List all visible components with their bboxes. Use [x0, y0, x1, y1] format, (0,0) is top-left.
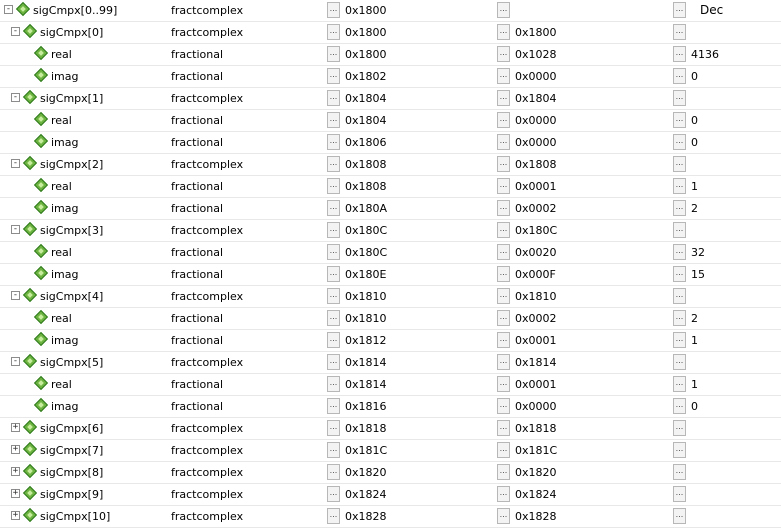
collapse-icon[interactable]: - [12, 158, 19, 168]
variable-type: fractcomplex [171, 488, 244, 501]
variable-address[interactable]: 0x1824 [345, 488, 387, 501]
watch-row[interactable] [0, 154, 781, 176]
variable-address[interactable]: 0x1804 [345, 114, 387, 127]
variable-address[interactable]: 0x180C [345, 224, 388, 237]
watch-row[interactable] [0, 88, 781, 110]
value-ellipsis-button[interactable]: ... [497, 398, 510, 414]
address-ellipsis-button[interactable]: ... [327, 508, 340, 524]
variable-type: fractcomplex [171, 290, 244, 303]
variable-address[interactable]: 0x1804 [345, 92, 387, 105]
watch-row[interactable] [0, 198, 781, 220]
variable-diamond-icon [23, 442, 37, 456]
variable-name: sigCmpx[6] [40, 422, 104, 435]
variable-decimal-value[interactable]: 4136 [691, 48, 719, 61]
variable-diamond-icon [23, 508, 37, 522]
variable-decimal-value[interactable]: 15 [691, 268, 705, 281]
format-ellipsis-button[interactable]: ... [673, 222, 686, 238]
variable-address[interactable]: 0x1828 [345, 510, 387, 523]
variable-name: real [51, 246, 72, 259]
variable-address[interactable]: 0x1814 [345, 356, 387, 369]
watch-row[interactable] [0, 22, 781, 44]
display-format-label[interactable]: Dec [700, 3, 724, 17]
address-ellipsis-button[interactable]: ... [327, 376, 340, 392]
variable-name: sigCmpx[2] [40, 158, 104, 171]
format-ellipsis-button[interactable]: ... [673, 310, 686, 326]
value-ellipsis-button[interactable]: ... [497, 486, 510, 502]
variable-decimal-value[interactable]: 0 [691, 114, 698, 127]
variable-name: sigCmpx[4] [40, 290, 104, 303]
variable-hex-value[interactable]: 0x000F [515, 268, 556, 281]
variable-hex-value[interactable]: 0x0000 [515, 136, 557, 149]
variable-type: fractcomplex [171, 158, 244, 171]
watch-row[interactable] [0, 374, 781, 396]
variable-address[interactable]: 0x1800 [345, 4, 387, 17]
variable-type: fractional [171, 334, 224, 347]
variable-address[interactable]: 0x1800 [345, 26, 387, 39]
variable-name-cell[interactable] [0, 88, 165, 109]
variable-hex-value[interactable]: 0x181C [515, 444, 558, 457]
value-ellipsis-button[interactable]: ... [497, 354, 510, 370]
variable-name-cell[interactable] [0, 374, 165, 395]
variable-decimal-value[interactable]: 0 [691, 70, 698, 83]
variable-name: real [51, 180, 72, 193]
variable-name-cell[interactable] [0, 330, 165, 351]
collapse-icon[interactable]: - [5, 4, 12, 14]
variable-hex-value[interactable]: 0x0001 [515, 180, 557, 193]
variable-address[interactable]: 0x1812 [345, 334, 387, 347]
variable-type: fractional [171, 48, 224, 61]
address-ellipsis-button[interactable]: ... [327, 134, 340, 150]
variable-name-cell[interactable] [0, 44, 165, 65]
format-ellipsis-button[interactable]: ... [673, 134, 686, 150]
value-ellipsis-button[interactable]: ... [497, 420, 510, 436]
variable-address[interactable]: 0x1814 [345, 378, 387, 391]
watch-row[interactable] [0, 176, 781, 198]
address-ellipsis-button[interactable]: ... [327, 310, 340, 326]
variable-name: imag [51, 136, 79, 149]
variable-name: real [51, 114, 72, 127]
watch-row[interactable] [0, 286, 781, 308]
variable-address[interactable]: 0x1800 [345, 48, 387, 61]
variable-decimal-value[interactable] [691, 22, 776, 43]
address-ellipsis-button[interactable]: ... [327, 486, 340, 502]
watch-row[interactable] [0, 110, 781, 132]
address-ellipsis-button[interactable]: ... [327, 46, 340, 62]
variable-type: fractional [171, 246, 224, 259]
variable-decimal-value[interactable]: 1 [691, 180, 698, 193]
variable-name: imag [51, 202, 79, 215]
variable-hex-value[interactable]: 0x0002 [515, 312, 557, 325]
variable-name: sigCmpx[7] [40, 444, 104, 457]
variable-address[interactable]: 0x1808 [345, 158, 387, 171]
variable-name: imag [51, 334, 79, 347]
address-ellipsis-button[interactable]: ... [327, 112, 340, 128]
collapse-icon[interactable]: - [12, 92, 19, 102]
watch-row[interactable] [0, 330, 781, 352]
expand-icon[interactable]: + [12, 510, 19, 520]
address-ellipsis-button[interactable]: ... [327, 222, 340, 238]
variable-type: fractional [171, 180, 224, 193]
format-ellipsis-button[interactable]: ... [673, 112, 686, 128]
variable-hex-value[interactable]: 0x1828 [515, 510, 557, 523]
variable-type: fractional [171, 400, 224, 413]
variable-decimal-value[interactable]: 2 [691, 312, 698, 325]
variable-name: sigCmpx[0] [40, 26, 104, 39]
watch-row[interactable] [0, 396, 781, 418]
value-ellipsis-button[interactable]: ... [497, 156, 510, 172]
variable-name: sigCmpx[0..99] [33, 4, 118, 17]
value-ellipsis-button[interactable]: ... [497, 24, 510, 40]
variable-diamond-icon [34, 134, 48, 148]
variable-name-cell[interactable] [0, 308, 165, 329]
format-ellipsis-button[interactable]: ... [673, 442, 686, 458]
variable-address[interactable]: 0x180A [345, 202, 388, 215]
watch-row[interactable] [0, 44, 781, 66]
variable-name: sigCmpx[10] [40, 510, 111, 523]
variable-diamond-icon [23, 354, 37, 368]
format-ellipsis-button[interactable]: ... [673, 486, 686, 502]
variable-type: fractional [171, 378, 224, 391]
variable-diamond-icon [23, 222, 37, 236]
collapse-icon[interactable]: - [12, 290, 19, 300]
variable-type: fractcomplex [171, 510, 244, 523]
variable-hex-value[interactable]: 0x1818 [515, 422, 557, 435]
variable-address[interactable]: 0x1808 [345, 180, 387, 193]
watch-row[interactable] [0, 308, 781, 330]
value-ellipsis-button[interactable]: ... [497, 134, 510, 150]
format-ellipsis-button[interactable]: ... [673, 508, 686, 524]
variable-name-cell[interactable] [0, 66, 165, 87]
variable-address[interactable]: 0x1818 [345, 422, 387, 435]
variable-name-cell[interactable] [0, 286, 165, 307]
variable-type: fractcomplex [171, 224, 244, 237]
format-ellipsis-button[interactable]: ... [673, 376, 686, 392]
variable-address[interactable]: 0x1820 [345, 466, 387, 479]
variable-address[interactable]: 0x1816 [345, 400, 387, 413]
value-ellipsis-button[interactable]: ... [497, 68, 510, 84]
format-ellipsis-button[interactable]: ... [673, 398, 686, 414]
collapse-icon[interactable]: - [12, 26, 19, 36]
expand-icon[interactable]: + [12, 466, 19, 476]
value-ellipsis-button[interactable]: ... [497, 332, 510, 348]
variable-type: fractcomplex [171, 422, 244, 435]
variable-decimal-value[interactable] [691, 506, 776, 527]
address-ellipsis-button[interactable]: ... [327, 442, 340, 458]
value-ellipsis-button[interactable]: ... [497, 244, 510, 260]
address-ellipsis-button[interactable]: ... [327, 398, 340, 414]
watch-row[interactable] [0, 264, 781, 286]
variable-name-cell[interactable] [0, 506, 165, 527]
variable-type: fractcomplex [171, 4, 244, 17]
variable-name: real [51, 48, 72, 61]
variable-type: fractional [171, 114, 224, 127]
format-ellipsis-button[interactable]: ... [673, 244, 686, 260]
variable-hex-value[interactable]: 0x1810 [515, 290, 557, 303]
address-ellipsis-button[interactable]: ... [327, 332, 340, 348]
variable-name: sigCmpx[5] [40, 356, 104, 369]
variable-type: fractcomplex [171, 444, 244, 457]
variable-hex-value[interactable]: 0x1804 [515, 92, 557, 105]
variable-hex-value[interactable]: 0x180C [515, 224, 558, 237]
variable-name-cell[interactable] [0, 0, 165, 21]
variable-decimal-value[interactable] [691, 88, 776, 109]
variable-hex-value[interactable]: 0x1824 [515, 488, 557, 501]
watch-row[interactable] [0, 0, 781, 22]
address-ellipsis-button[interactable]: ... [327, 178, 340, 194]
watch-row[interactable] [0, 440, 781, 462]
collapse-icon[interactable]: - [12, 356, 19, 366]
collapse-icon[interactable]: - [12, 224, 19, 234]
variable-diamond-icon [23, 464, 37, 478]
variable-diamond-icon [23, 486, 37, 500]
value-ellipsis-button[interactable]: ... [497, 2, 510, 18]
watch-row[interactable] [0, 418, 781, 440]
variable-type: fractional [171, 202, 224, 215]
format-ellipsis-button[interactable]: ... [673, 46, 686, 62]
watch-row[interactable] [0, 66, 781, 88]
variable-diamond-icon [34, 398, 48, 412]
value-ellipsis-button[interactable]: ... [497, 222, 510, 238]
variable-diamond-icon [23, 24, 37, 38]
variable-decimal-value[interactable]: 32 [691, 246, 705, 259]
value-ellipsis-button[interactable]: ... [497, 112, 510, 128]
variable-hex-value[interactable]: 0x1800 [515, 26, 557, 39]
variable-hex-value[interactable]: 0x1820 [515, 466, 557, 479]
format-ellipsis-button[interactable]: ... [673, 90, 686, 106]
address-ellipsis-button[interactable]: ... [327, 156, 340, 172]
watch-row[interactable] [0, 242, 781, 264]
value-ellipsis-button[interactable]: ... [497, 46, 510, 62]
format-ellipsis-button[interactable]: ... [673, 200, 686, 216]
address-ellipsis-button[interactable]: ... [327, 464, 340, 480]
format-ellipsis-button[interactable]: ... [673, 156, 686, 172]
variable-hex-value[interactable]: 0x1028 [515, 48, 557, 61]
expand-icon[interactable]: + [12, 488, 19, 498]
value-ellipsis-button[interactable]: ... [497, 508, 510, 524]
address-ellipsis-button[interactable]: ... [327, 24, 340, 40]
variable-decimal-value[interactable] [691, 462, 776, 483]
variable-type: fractional [171, 70, 224, 83]
variable-name-cell[interactable] [0, 132, 165, 153]
variable-decimal-value[interactable] [691, 418, 776, 439]
watch-row[interactable] [0, 506, 781, 528]
variable-type: fractcomplex [171, 92, 244, 105]
address-ellipsis-button[interactable]: ... [327, 420, 340, 436]
variable-name-cell[interactable] [0, 198, 165, 219]
variable-decimal-value[interactable] [691, 440, 776, 461]
variable-decimal-value[interactable] [691, 484, 776, 505]
format-ellipsis-button[interactable]: ... [673, 24, 686, 40]
variable-diamond-icon [34, 200, 48, 214]
variable-decimal-value[interactable]: 0 [691, 136, 698, 149]
variable-name: real [51, 312, 72, 325]
variable-hex-value[interactable]: 0x0002 [515, 202, 557, 215]
variable-name-cell[interactable] [0, 176, 165, 197]
variable-diamond-icon [34, 266, 48, 280]
variable-name-cell[interactable] [0, 418, 165, 439]
variable-name-cell[interactable] [0, 462, 165, 483]
variable-name: imag [51, 70, 79, 83]
variable-decimal-value[interactable] [691, 352, 776, 373]
variable-name-cell[interactable] [0, 352, 165, 373]
expand-icon[interactable]: + [12, 444, 19, 454]
variable-type: fractional [171, 312, 224, 325]
variable-type: fractcomplex [171, 26, 244, 39]
variable-hex-value[interactable]: 0x0001 [515, 378, 557, 391]
variable-hex-value[interactable]: 0x0000 [515, 400, 557, 413]
format-ellipsis-button[interactable]: ... [673, 68, 686, 84]
value-ellipsis-button[interactable]: ... [497, 464, 510, 480]
format-ellipsis-button[interactable]: ... [673, 2, 686, 18]
variable-hex-value[interactable]: 0x0000 [515, 114, 557, 127]
variable-name-cell[interactable] [0, 396, 165, 417]
value-ellipsis-button[interactable]: ... [497, 90, 510, 106]
format-ellipsis-button[interactable]: ... [673, 332, 686, 348]
variable-name: sigCmpx[1] [40, 92, 104, 105]
variable-decimal-value[interactable] [691, 154, 776, 175]
format-ellipsis-button[interactable]: ... [673, 420, 686, 436]
variable-name: imag [51, 400, 79, 413]
variable-hex-value[interactable]: 0x0001 [515, 334, 557, 347]
variable-address[interactable]: 0x180C [345, 246, 388, 259]
format-ellipsis-button[interactable]: ... [673, 464, 686, 480]
variable-diamond-icon [34, 244, 48, 258]
expand-icon[interactable]: + [12, 422, 19, 432]
value-ellipsis-button[interactable]: ... [497, 376, 510, 392]
address-ellipsis-button[interactable]: ... [327, 266, 340, 282]
variable-address[interactable]: 0x1806 [345, 136, 387, 149]
variable-diamond-icon [34, 46, 48, 60]
variable-name-cell[interactable] [0, 110, 165, 131]
value-ellipsis-button[interactable]: ... [497, 310, 510, 326]
variable-name-cell[interactable] [0, 154, 165, 175]
variable-address[interactable]: 0x180E [345, 268, 387, 281]
watch-row[interactable] [0, 462, 781, 484]
variable-diamond-icon [34, 376, 48, 390]
variable-address[interactable]: 0x1810 [345, 312, 387, 325]
value-ellipsis-button[interactable]: ... [497, 442, 510, 458]
variable-name: imag [51, 268, 79, 281]
variable-diamond-icon [23, 288, 37, 302]
variable-decimal-value[interactable]: 2 [691, 202, 698, 215]
value-ellipsis-button[interactable]: ... [497, 178, 510, 194]
variable-address[interactable]: 0x181C [345, 444, 388, 457]
variable-diamond-icon [34, 310, 48, 324]
variable-type: fractional [171, 268, 224, 281]
variable-decimal-value[interactable]: 1 [691, 334, 698, 347]
variable-diamond-icon [34, 178, 48, 192]
variable-diamond-icon [23, 420, 37, 434]
address-ellipsis-button[interactable]: ... [327, 2, 340, 18]
variable-name-cell[interactable] [0, 22, 165, 43]
variable-decimal-value[interactable]: 0 [691, 400, 698, 413]
variable-name: sigCmpx[8] [40, 466, 104, 479]
variable-type: fractcomplex [171, 466, 244, 479]
address-ellipsis-button[interactable]: ... [327, 90, 340, 106]
variable-hex-value[interactable]: 0x1814 [515, 356, 557, 369]
variable-type: fractcomplex [171, 356, 244, 369]
variable-name-cell[interactable] [0, 264, 165, 285]
address-ellipsis-button[interactable]: ... [327, 68, 340, 84]
variable-name-cell[interactable] [0, 242, 165, 263]
variable-name-cell[interactable] [0, 484, 165, 505]
variable-diamond-icon [34, 332, 48, 346]
value-ellipsis-button[interactable]: ... [497, 266, 510, 282]
variable-name: sigCmpx[3] [40, 224, 104, 237]
format-ellipsis-button[interactable]: ... [673, 354, 686, 370]
address-ellipsis-button[interactable]: ... [327, 244, 340, 260]
watch-row[interactable] [0, 484, 781, 506]
variable-diamond-icon [16, 2, 30, 16]
watch-row[interactable] [0, 352, 781, 374]
variable-hex-value[interactable]: 0x0000 [515, 70, 557, 83]
address-ellipsis-button[interactable]: ... [327, 354, 340, 370]
format-ellipsis-button[interactable]: ... [673, 178, 686, 194]
variable-address[interactable]: 0x1810 [345, 290, 387, 303]
variable-address[interactable]: 0x1802 [345, 70, 387, 83]
format-ellipsis-button[interactable]: ... [673, 288, 686, 304]
variable-diamond-icon [23, 90, 37, 104]
variable-hex-value[interactable]: 0x1808 [515, 158, 557, 171]
variable-hex-value[interactable]: 0x0020 [515, 246, 557, 259]
variable-name: real [51, 378, 72, 391]
variable-type: fractional [171, 136, 224, 149]
variable-decimal-value[interactable] [691, 220, 776, 241]
variable-name-cell[interactable] [0, 440, 165, 461]
variable-diamond-icon [23, 156, 37, 170]
address-ellipsis-button[interactable]: ... [327, 200, 340, 216]
address-ellipsis-button[interactable]: ... [327, 288, 340, 304]
format-ellipsis-button[interactable]: ... [673, 266, 686, 282]
value-ellipsis-button[interactable]: ... [497, 200, 510, 216]
value-ellipsis-button[interactable]: ... [497, 288, 510, 304]
watch-row[interactable] [0, 220, 781, 242]
variable-decimal-value[interactable]: 1 [691, 378, 698, 391]
variable-hex-value[interactable] [515, 0, 655, 21]
watch-row[interactable] [0, 132, 781, 154]
variable-name-cell[interactable] [0, 220, 165, 241]
variable-diamond-icon [34, 112, 48, 126]
variable-diamond-icon [34, 68, 48, 82]
variable-decimal-value[interactable] [691, 286, 776, 307]
variable-name: sigCmpx[9] [40, 488, 104, 501]
